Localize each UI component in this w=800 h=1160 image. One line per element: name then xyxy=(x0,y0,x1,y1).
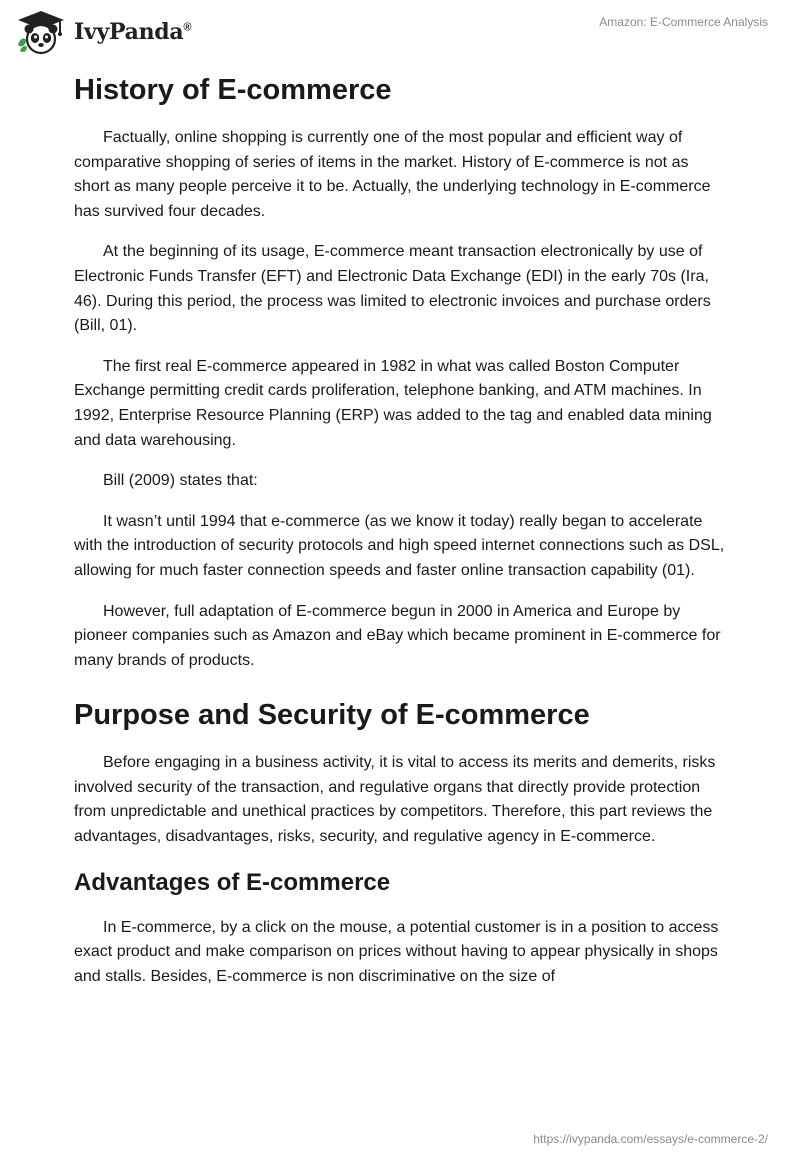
heading-purpose-security: Purpose and Security of E-commerce xyxy=(74,699,590,732)
purpose-paragraphs xyxy=(74,751,726,849)
registered-mark: ® xyxy=(183,21,192,34)
paragraph: At the beginning of its usage, E-commerce meant transaction electronically by use of Electronic Funds Transfer (EFT) and Electronic Data Exchange (EDI) in the early 70s (Ira, 46). During this period, the process was limited to electronic invoices and purchase orders (Bill, 01). xyxy=(74,243,711,335)
history-paragraphs xyxy=(74,126,726,673)
paragraph: In E-commerce, by a click on the mouse, a potential customer is in a position to access exact product and make comparison on prices without having to appear physically in shops and stalls. Besides, E-commerce is non discriminative on the size of xyxy=(74,918,719,985)
document-title: Amazon: E-Commerce Analysis xyxy=(599,15,768,29)
brand-name-text: IvyPanda xyxy=(74,19,184,45)
source-url-link[interactable]: https://ivypanda.com/essays/e-commerce-2/ xyxy=(533,1132,768,1146)
panda-graduation-cap-icon xyxy=(14,9,68,55)
paragraph: However, full adaptation of E-commerce begun in 2000 in America and Europe by pioneer companies such as Amazon and eBay which became prominent in E-commerce for many brands of products. xyxy=(74,602,721,669)
paragraph: Before engaging in a business activity, it is vital to access its merits and demerits, risks involved security of the transaction, and regulative organs that directly provide protection from unpredictable and unethical practices by competitors. Therefore, this part reviews the advantages, disadvantages, risks, security, and regulative agency in E-commerce. xyxy=(74,754,716,846)
brand-name xyxy=(74,19,191,45)
heading-history: History of E-commerce xyxy=(74,74,392,106)
paragraph: Bill (2009) states that: xyxy=(103,472,258,490)
paragraph: Factually, online shopping is currently one of the most popular and efficient way of comparative shopping of series of items in the market. History of E-commerce is not as short as many people perceive it to be. Actually, the underlying technology in E-commerce has survived four decades. xyxy=(74,129,711,220)
paragraph: The first real E-commerce appeared in 1982 in what was called Boston Computer Exchange permitting credit cards proliferation, telephone banking, and ATM machines. In 1992, Enterprise Resource Planning (ERP) was added to the tag and enabled data mining and data warehousing. xyxy=(74,357,712,449)
page-header xyxy=(0,0,800,64)
brand-logo[interactable] xyxy=(14,8,191,56)
article-body xyxy=(74,70,726,989)
heading-advantages: Advantages of E-commerce xyxy=(74,868,391,896)
advantages-paragraphs xyxy=(74,916,726,990)
quote-paragraph: It wasn’t until 1994 that e-commerce (as we know it today) really began to accelerate with the introduction of security protocols and high speed internet connections such as DSL, allowing for much faster connection speeds and faster online transaction capability (01). xyxy=(74,512,725,579)
